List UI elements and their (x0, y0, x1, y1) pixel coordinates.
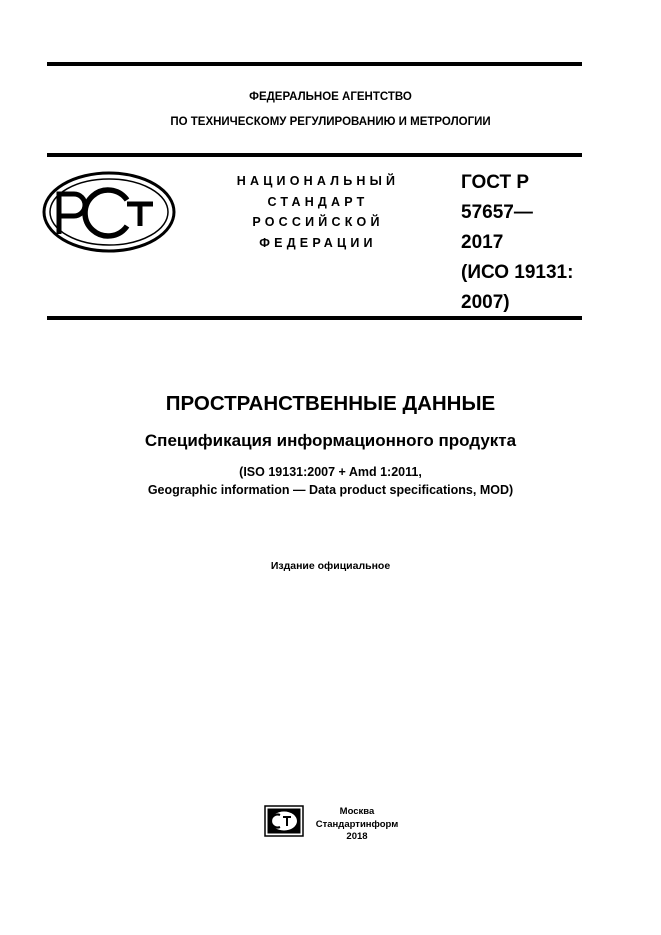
edition-note: Издание официальное (270, 560, 391, 572)
designation-line: (ИСО 19131: (461, 262, 574, 283)
national-standard-line: РОССИЙСКОЙ (252, 215, 384, 229)
document-title: ПРОСТРАНСТВЕННЫЕ ДАННЫЕ (165, 392, 496, 415)
iso-reference-line1: (ISO 19131:2007 + Amd 1:2011, (239, 465, 422, 479)
national-standard-block (228, 171, 408, 253)
publisher-city: Москва (339, 806, 375, 817)
designation-rule (47, 316, 582, 320)
designation-line: 57657— (461, 202, 533, 223)
designation-line: 2017 (461, 232, 504, 253)
standard-designation (461, 168, 581, 318)
designation-line: 2007) (461, 292, 510, 313)
agency-name-line2: ПО ТЕХНИЧЕСКОМУ РЕГУЛИРОВАНИЮ И МЕТРОЛОГИИ (170, 116, 491, 128)
national-standard-line: НАЦИОНАЛЬНЫЙ (236, 174, 400, 188)
top-rule (47, 62, 582, 66)
publisher-name: Стандартинформ (315, 818, 399, 830)
iso-reference-line2: Geographic information — Data product specifications, MOD) (147, 483, 514, 497)
document-subtitle: Спецификация информационного продукта (144, 431, 517, 450)
publication-year: 2018 (346, 831, 368, 842)
header-rule (47, 153, 582, 157)
publisher-info (306, 806, 408, 844)
national-standard-line: СТАНДАРТ (267, 194, 369, 209)
national-standard-line: ФЕДЕРАЦИИ (259, 235, 377, 250)
designation-line: ГОСТ Р (461, 172, 530, 193)
standartinform-logo-icon (264, 805, 304, 837)
rst-certification-mark-icon (41, 170, 177, 254)
agency-name-line1: ФЕДЕРАЛЬНОЕ АГЕНТСТВО (249, 91, 412, 103)
